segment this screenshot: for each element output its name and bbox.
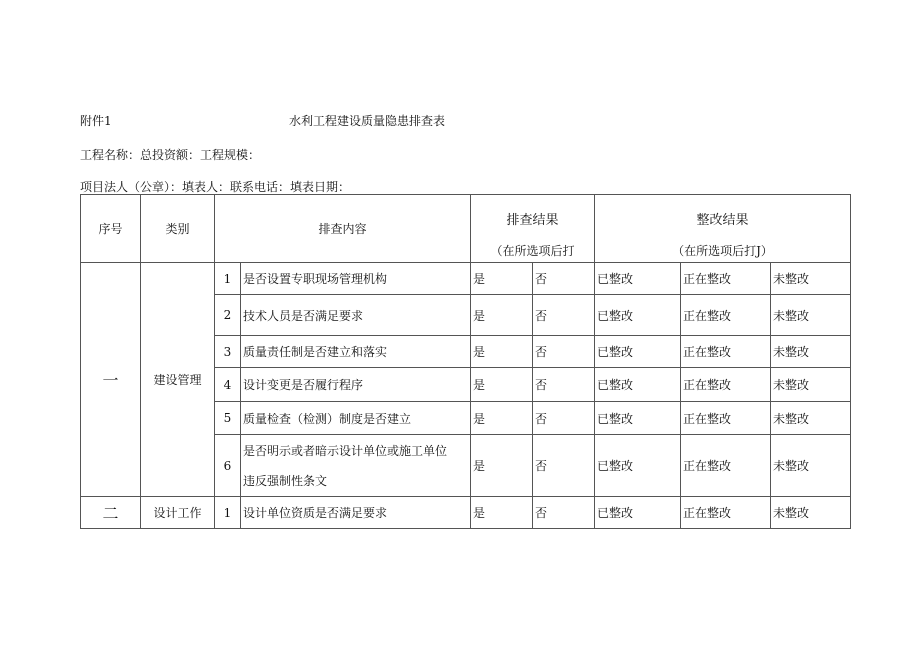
option-yes[interactable]: 是 — [471, 368, 533, 402]
item-content: 设计变更是否履行程序 — [241, 368, 471, 402]
header-result-title: 排查结果 — [506, 213, 559, 228]
option-doing[interactable]: 正在整改 — [681, 402, 771, 435]
option-no[interactable]: 否 — [533, 295, 595, 336]
item-number: 3 — [215, 336, 241, 368]
option-yes[interactable]: 是 — [471, 402, 533, 435]
option-not-done[interactable]: 未整改 — [771, 263, 851, 295]
header-content: 排查内容 — [215, 195, 471, 263]
option-doing[interactable]: 正在整改 — [681, 263, 771, 295]
option-not-done[interactable]: 未整改 — [771, 402, 851, 435]
option-doing[interactable]: 正在整改 — [681, 295, 771, 336]
option-no[interactable]: 否 — [533, 497, 595, 529]
item-number: 5 — [215, 402, 241, 435]
item-number: 2 — [215, 295, 241, 336]
option-not-done[interactable]: 未整改 — [771, 295, 851, 336]
item-number: 6 — [215, 435, 241, 497]
option-doing[interactable]: 正在整改 — [681, 368, 771, 402]
table-row — [81, 497, 851, 529]
item-content-line-2: 违反强制性条文 — [243, 473, 328, 488]
option-done[interactable]: 已整改 — [595, 336, 681, 368]
option-done[interactable]: 已整改 — [595, 263, 681, 295]
group-seq: 一 — [81, 263, 141, 497]
item-content-line-1: 是否明示或者暗示设计单位或施工单位 — [243, 443, 448, 458]
header-rectify — [595, 195, 851, 263]
item-content: 质量责任制是否建立和落实 — [241, 336, 471, 368]
header-rectify-title: 整改结果 — [696, 213, 749, 228]
header-result-note: （在所选项后打 — [490, 244, 575, 258]
option-done[interactable]: 已整改 — [595, 435, 681, 497]
project-info-line: 工程名称：总投资额：工程规模： — [80, 148, 261, 162]
option-no[interactable]: 否 — [533, 336, 595, 368]
option-doing[interactable]: 正在整改 — [681, 435, 771, 497]
option-yes[interactable]: 是 — [471, 435, 533, 497]
option-done[interactable]: 已整改 — [595, 402, 681, 435]
header-seq: 序号 — [81, 195, 141, 263]
item-content: 技术人员是否满足要求 — [241, 295, 471, 336]
option-yes[interactable]: 是 — [471, 336, 533, 368]
header-result — [471, 195, 595, 263]
option-done[interactable]: 已整改 — [595, 368, 681, 402]
table-header-row — [81, 195, 851, 263]
option-done[interactable]: 已整改 — [595, 295, 681, 336]
header-category: 类别 — [141, 195, 215, 263]
legal-person-line: 项目法人（公章）：填表人：联系电话：填表日期： — [80, 180, 351, 194]
option-no[interactable]: 否 — [533, 402, 595, 435]
option-yes[interactable]: 是 — [471, 497, 533, 529]
option-no[interactable]: 否 — [533, 368, 595, 402]
option-not-done[interactable]: 未整改 — [771, 368, 851, 402]
item-number: 1 — [215, 497, 241, 529]
option-not-done[interactable]: 未整改 — [771, 497, 851, 529]
item-number: 1 — [215, 263, 241, 295]
group-seq: 二 — [81, 497, 141, 529]
header-rectify-note: （在所选项后打J） — [672, 244, 773, 258]
item-content — [241, 435, 471, 497]
option-yes[interactable]: 是 — [471, 295, 533, 336]
item-number: 4 — [215, 368, 241, 402]
option-not-done[interactable]: 未整改 — [771, 336, 851, 368]
document-title: 水利工程建设质量隐患排查表 — [289, 114, 446, 128]
option-done[interactable]: 已整改 — [595, 497, 681, 529]
attachment-label: 附件1 — [80, 114, 112, 128]
table-row — [81, 263, 851, 295]
option-doing[interactable]: 正在整改 — [681, 497, 771, 529]
item-content: 是否设置专职现场管理机构 — [241, 263, 471, 295]
option-doing[interactable]: 正在整改 — [681, 336, 771, 368]
option-no[interactable]: 否 — [533, 435, 595, 497]
group-category: 设计工作 — [141, 497, 215, 529]
group-category: 建设管理 — [141, 263, 215, 497]
item-content: 设计单位资质是否满足要求 — [241, 497, 471, 529]
inspection-table — [80, 194, 851, 529]
item-content: 质量检查（检测）制度是否建立 — [241, 402, 471, 435]
option-no[interactable]: 否 — [533, 263, 595, 295]
option-yes[interactable]: 是 — [471, 263, 533, 295]
option-not-done[interactable]: 未整改 — [771, 435, 851, 497]
